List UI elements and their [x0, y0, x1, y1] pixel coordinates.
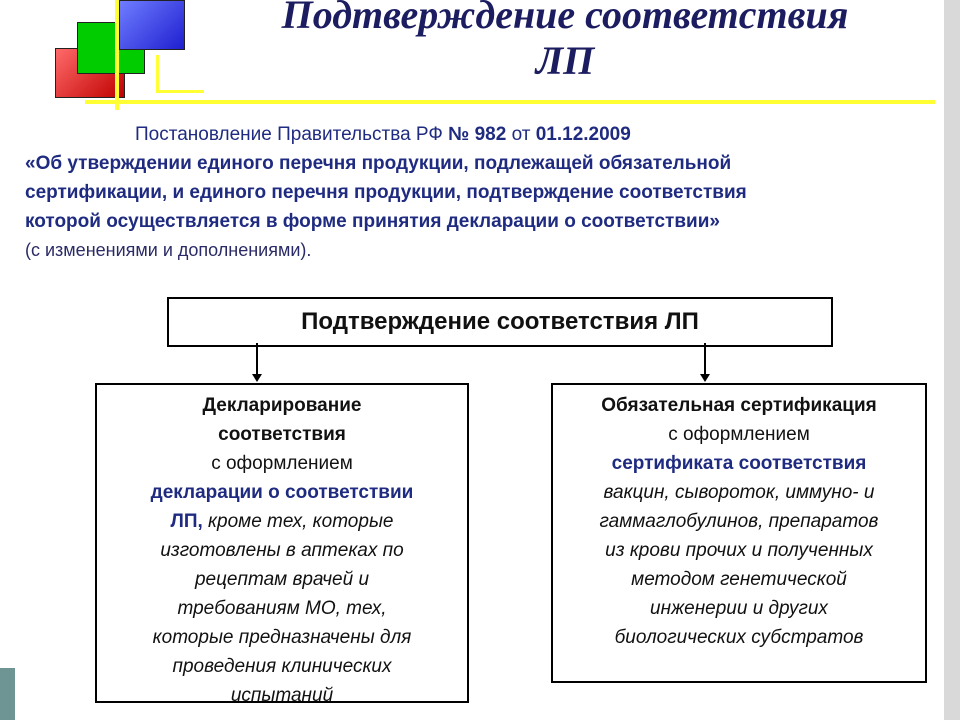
declaration-heading-1: Декларирование	[202, 395, 362, 416]
slide	[15, 0, 944, 720]
resolution-name-line-1: «Об утверждении единого перечня продукции, подлежащей обязательной	[25, 153, 732, 174]
declaration-rest-7: испытаний	[230, 685, 334, 706]
decor-blue-square	[119, 0, 185, 50]
declaration-rest-3: рецептам врачей и	[194, 569, 370, 590]
certification-normal: с оформлением	[668, 424, 810, 445]
declaration-rest-5: которые предназначены для	[152, 627, 412, 648]
certification-heading: Обязательная сертификация	[601, 395, 877, 416]
declaration-rest-4: требованиям МО, тех,	[177, 598, 387, 619]
diagram-root-box: Подтверждение соответствия ЛП	[167, 297, 833, 347]
resolution-intro	[25, 120, 945, 265]
certification-item-6: биологических субстратов	[614, 627, 864, 648]
declaration-rest-6: проведения клинических	[172, 656, 392, 677]
connector-left-line	[256, 343, 258, 375]
declaration-document: декларации о соответствии	[150, 482, 414, 503]
certification-document: сертификата соответствия	[611, 453, 867, 474]
page-title	[215, 0, 915, 84]
connector-left-arrowhead	[252, 374, 262, 382]
certification-item-2: гаммаглобулинов, препаратов	[599, 511, 879, 532]
declaration-lp: ЛП,	[170, 511, 203, 532]
decor-yellow-vertical-line	[115, 0, 119, 110]
declaration-exceptions-line-1	[97, 507, 467, 536]
connector-right-line	[704, 343, 706, 375]
declaration-rest-1: кроме тех, которые	[202, 511, 394, 532]
certification-item-4: методом генетической	[631, 569, 847, 590]
resolution-name-line-3: которой осуществляется в форме принятия декларации о соответствии»	[25, 211, 720, 232]
resolution-from: от	[511, 124, 531, 145]
resolution-amendments: (с изменениями и дополнениями).	[25, 240, 312, 260]
declaration-normal: с оформлением	[211, 453, 353, 474]
certification-box	[551, 383, 927, 683]
resolution-name-line-2: сертификации, и единого перечня продукции, подтверждение соответствия	[25, 182, 747, 203]
resolution-label: Постановление Правительства РФ	[135, 124, 443, 145]
certification-item-1: вакцин, сывороток, иммуно- и	[603, 482, 875, 503]
resolution-reference	[25, 120, 945, 149]
declaration-rest-2: изготовлены в аптеках по	[160, 540, 404, 561]
declaration-heading-2: соответствия	[218, 424, 346, 445]
resolution-date: 01.12.2009	[535, 124, 631, 145]
resolution-number: № 982	[448, 124, 507, 145]
certification-item-5: инженерии и других	[650, 598, 828, 619]
decor-yellow-horizontal-line	[85, 100, 935, 104]
declaration-box	[95, 383, 469, 706]
decor-yellow-corner-vertical	[156, 55, 159, 93]
decor-yellow-corner-horizontal	[156, 90, 204, 93]
title-line-1: Подтверждение соответствия	[281, 0, 849, 37]
connector-right-arrowhead	[700, 374, 710, 382]
title-line-2: ЛП	[535, 38, 595, 83]
certification-item-3: из крови прочих и полученных	[605, 540, 873, 561]
slide-frame-right	[944, 0, 960, 720]
